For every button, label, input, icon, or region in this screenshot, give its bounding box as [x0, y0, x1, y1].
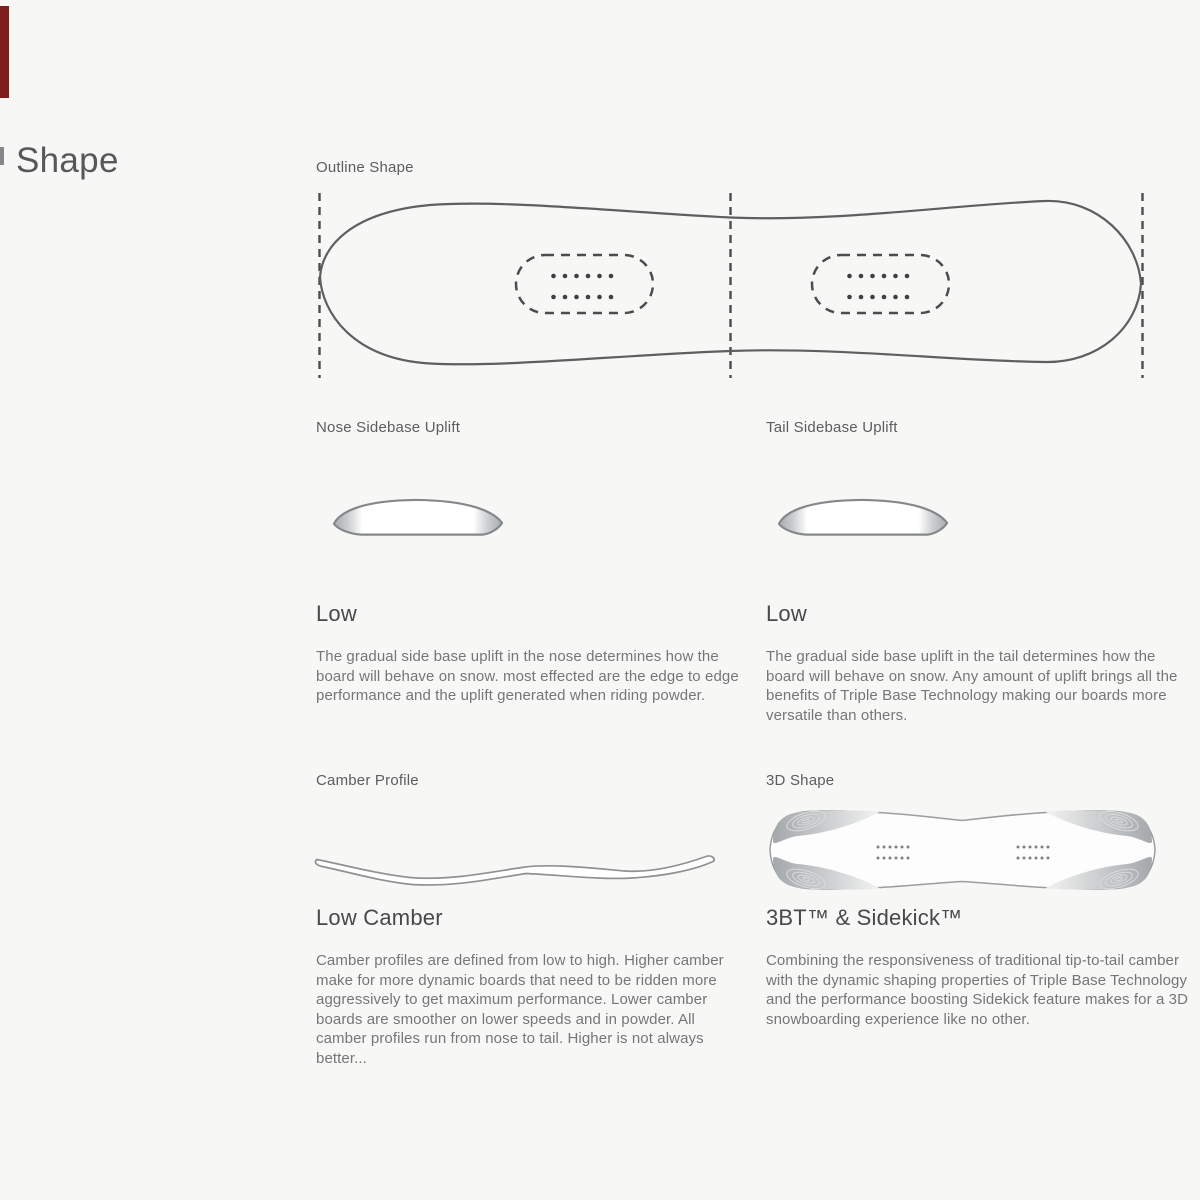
3d-shape-diagram — [760, 798, 1165, 900]
nose-uplift-level: Low — [316, 601, 357, 626]
rear-insert-holes — [847, 274, 909, 300]
scroll-indicator[interactable] — [0, 6, 9, 98]
3d-shape-description: Combining the responsiveness of traditional tip-to-tail camber with the dynamic shaping properties of Triple Base Technology and the performance boosting Sidekick feature makes for a 3D snowboarding experience like no other. — [766, 952, 1189, 1028]
camber-description: Camber profiles are defined from low to high. Higher camber make for more dynamic boards that need to be ridden more aggressively to get maximum performance. Lower camber boards are smoother on lower speeds and in powder. All camber profiles run from nose to tail. Higher is not always better... — [316, 952, 724, 1067]
tail-uplift-level: Low — [766, 601, 807, 626]
tail-sidebase-uplift-label: Tail Sidebase Uplift — [766, 419, 898, 436]
camber-profile-label: Camber Profile — [316, 772, 419, 789]
nose-uplift-diagram — [330, 494, 506, 542]
outline-board-diagram — [300, 185, 1160, 385]
tail-uplift-diagram — [775, 494, 951, 542]
3d-shape-level: 3BT™ & Sidekick™ — [766, 905, 963, 930]
nose-uplift-description: The gradual side base uplift in the nose determines how the board will behave on snow. most effected are the edge to edge performance and the uplift generated when riding powder. — [316, 648, 739, 704]
front-insert-holes — [551, 274, 613, 300]
outline-shape-label: Outline Shape — [316, 159, 414, 176]
cropped-text-fragment — [0, 147, 4, 165]
page-title: Shape — [16, 141, 119, 180]
tail-uplift-description: The gradual side base uplift in the tail determines how the board will behave on snow. Any amount of uplift brings all the benefits of Triple Base Technology making our boards more versatile than others. — [766, 648, 1178, 724]
rear-insert-pack — [812, 255, 949, 313]
camber-level: Low Camber — [316, 905, 443, 930]
3d-shape-label: 3D Shape — [766, 772, 835, 789]
front-insert-pack — [516, 255, 653, 313]
camber-profile-diagram — [310, 850, 735, 894]
nose-sidebase-uplift-label: Nose Sidebase Uplift — [316, 419, 461, 436]
